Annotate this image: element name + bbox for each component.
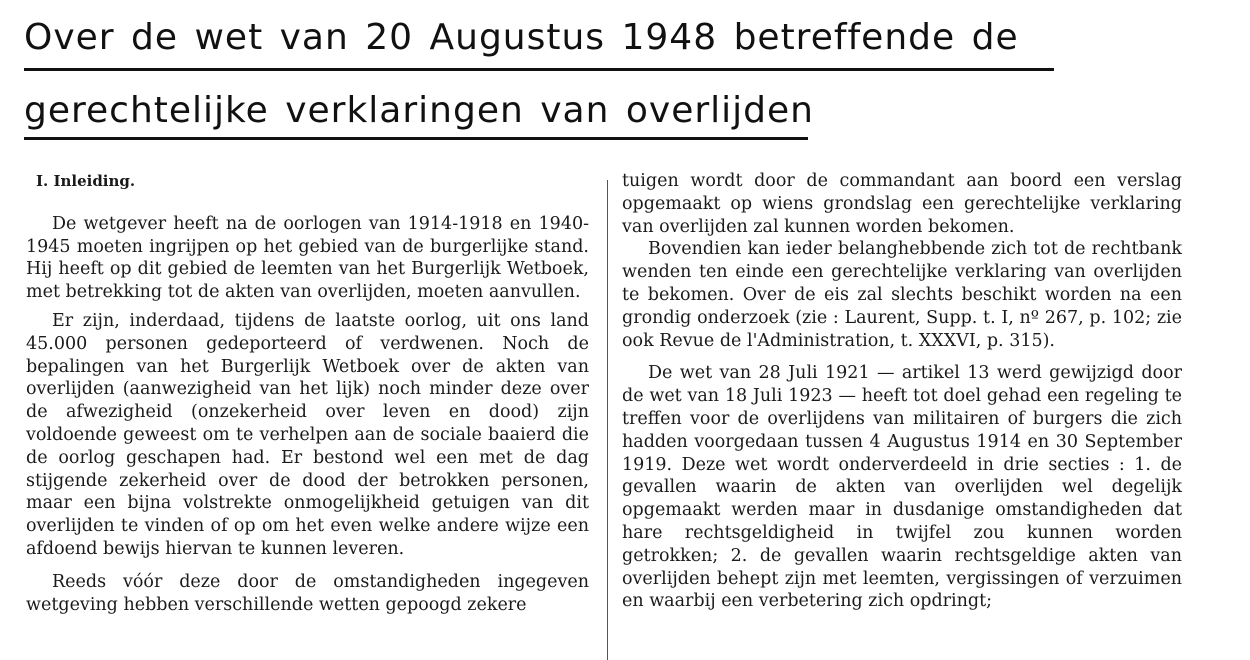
paragraph: Reeds vóór deze door de omstandigheden ingegeven wetgeving hebben verschillende wetten gepoogd zekere (26, 571, 589, 615)
right-column (622, 170, 1182, 613)
title-underline-2 (24, 137, 808, 140)
title-underline-1 (24, 68, 1054, 71)
column-divider (607, 180, 608, 660)
article-title-line-1: Over de wet van 20 Augustus 1948 betreffende de (24, 17, 1019, 58)
paragraph: De wetgever heeft na de oorlogen van 1914-1918 en 1940-1945 moeten ingrijpen op het gebied van de burgerlijke stand. Hij heeft op dit gebied de leemten van het Burgerlijk Wetboek, met betrekking tot de akten van overlijden, moeten aanvullen. (26, 213, 589, 303)
paragraph: De wet van 28 Juli 1921 — artikel 13 werd gewijzigd door de wet van 18 Juli 1923 — heeft tot doel gehad een regeling te treffen voor de overlijdens van militairen of burgers die zich hadden voorgedaan tussen 4 Augustus 1914 en 30 September 1919. Deze wet wordt onderverdeeld in drie secties : 1. de gevallen waarin de akten van overlijden wel degelijk opgemaakt werden maar in dusdanige omstandigheden dat hare rechtsgeldigheid in twijfel zou kunnen worden getrokken; 2. de gevallen waarin rechtsgeldige akten van overlijden behept zijn met leemten, vergissingen of verzuimen en waarbij een verbetering zich opdringt; (622, 363, 1182, 612)
paragraph: tuigen wordt door de commandant aan boord een verslag opgemaakt op wiens grondslag een gerechtelijke verklaring van overlijden zal kunnen worden bekomen. (622, 171, 1182, 237)
left-column (26, 170, 589, 616)
paragraph: Bovendien kan ieder belanghebbende zich tot de rechtbank wenden ten einde een gerechtelijke verklaring van overlijden te bekomen. Over de eis zal slechts beschikt worden na een grondig onderzoek (zie : Laurent, Supp. t. I, nº 267, p. 102; zie ook Revue de l'Administration, t. XXXVI, p. 315). (622, 239, 1182, 351)
section-heading: I. Inleiding. (36, 172, 136, 190)
paragraph: Er zijn, inderdaad, tijdens de laatste oorlog, uit ons land 45.000 personen gedeporteerd of verdwenen. Noch de bepalingen van het Burgerlijk Wetboek over de akten van overlijden (aanwezigheid van het lijk) noch minder deze over de afwezigheid (onzekerheid over leven en dood) zijn voldoende geweest om te verhelpen aan de sociale baaierd die de oorlog geschapen had. Er bestond wel een met de dag stijgende zekerheid over de dood der betrokken personen, maar een bijna volstrekte onmogelijkheid getuigen van dit overlijden te vinden of op om het even welke andere wijze een afdoend bewijs hiervan te kunnen leveren. (26, 310, 589, 559)
article-title-line-2: gerechtelijke verklaringen van overlijden (24, 90, 814, 131)
